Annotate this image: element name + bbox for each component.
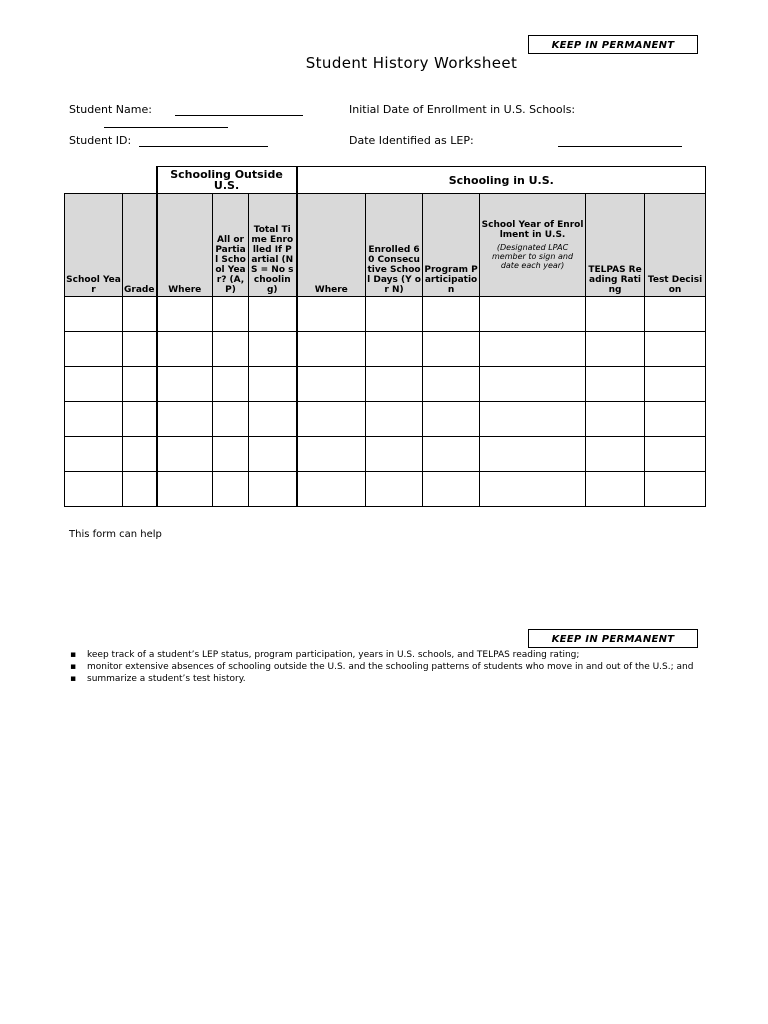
table-cell[interactable] (586, 402, 645, 437)
table-cell[interactable] (123, 402, 157, 437)
table-cell[interactable] (249, 472, 297, 507)
col-header-total-time: Total Time Enrolled If Partial (NS = No schooling) (249, 194, 297, 297)
col-header-school-year-enrollment: School Year of Enrollment in U.S. (Designated LPAC member to sign and date each year) (480, 194, 586, 297)
student-id-label: Student ID: (69, 134, 132, 147)
table-cell[interactable] (65, 437, 123, 472)
student-name-label: Student Name: (69, 103, 152, 116)
table-cell[interactable] (645, 367, 706, 402)
table-cell[interactable] (423, 332, 480, 367)
group-header-outside-us: Schooling Outside U.S. (157, 167, 297, 194)
table-cell[interactable] (123, 297, 157, 332)
keep-in-permanent-label: KEEP IN PERMANENT (528, 35, 698, 54)
col-header-where-us: Where (297, 194, 366, 297)
table-cell[interactable] (645, 472, 706, 507)
table-row (65, 297, 706, 332)
table-cell[interactable] (213, 437, 249, 472)
col-header-grade: Grade (123, 194, 157, 297)
page-title: Student History Worksheet (305, 54, 518, 72)
initial-enrollment-date-label: Initial Date of Enrollment in U.S. Schools: (349, 103, 576, 116)
bullet-item: ▪ keep track of a student’s LEP status, program participation, years in U.S. schools, and TELPAS reading rating; (70, 650, 580, 660)
table-cell[interactable] (366, 332, 423, 367)
table-cell[interactable] (249, 367, 297, 402)
table-cell[interactable] (249, 402, 297, 437)
table-cell[interactable] (297, 367, 366, 402)
table-cell[interactable] (157, 297, 213, 332)
table-cell[interactable] (157, 437, 213, 472)
help-intro-text: This form can help (69, 529, 162, 540)
table-cell[interactable] (157, 472, 213, 507)
table-cell[interactable] (645, 297, 706, 332)
table-cell[interactable] (123, 437, 157, 472)
table-cell[interactable] (586, 367, 645, 402)
help-bullet-list (69, 649, 699, 685)
table-row (65, 402, 706, 437)
table-cell[interactable] (297, 297, 366, 332)
table-cell[interactable] (65, 367, 123, 402)
table-cell[interactable] (157, 332, 213, 367)
student-name-line[interactable] (175, 115, 303, 116)
table-cell[interactable] (65, 332, 123, 367)
table-cell[interactable] (297, 437, 366, 472)
bullet-item: ▪ summarize a student’s test history. (70, 674, 246, 684)
table-cell[interactable] (213, 472, 249, 507)
col-header-enrolled-60-days: Enrolled 60 Consecutive School Days (Y or N) (366, 194, 423, 297)
table-cell[interactable] (65, 297, 123, 332)
table-cell[interactable] (123, 472, 157, 507)
student-id-line[interactable] (139, 146, 268, 147)
table-row (65, 437, 706, 472)
table-cell[interactable] (586, 297, 645, 332)
table-cell[interactable] (423, 472, 480, 507)
table-cell[interactable] (297, 332, 366, 367)
table-cell[interactable] (157, 402, 213, 437)
table-cell[interactable] (423, 367, 480, 402)
col-header-program-participation: Program Participation (423, 194, 480, 297)
table-cell[interactable] (423, 402, 480, 437)
table-cell[interactable] (213, 332, 249, 367)
table-cell[interactable] (423, 437, 480, 472)
table-cell[interactable] (366, 472, 423, 507)
table-row (65, 332, 706, 367)
student-name-line-2[interactable] (104, 127, 228, 128)
col-header-test-decision: Test Decision (645, 194, 706, 297)
table-cell[interactable] (65, 472, 123, 507)
table-cell[interactable] (123, 332, 157, 367)
col-header-telpas-rating: TELPAS Reading Rating (586, 194, 645, 297)
table-cell[interactable] (480, 437, 586, 472)
date-identified-lep-line[interactable] (558, 146, 682, 147)
table-cell[interactable] (366, 402, 423, 437)
table-cell[interactable] (480, 402, 586, 437)
table-cell[interactable] (366, 367, 423, 402)
table-cell[interactable] (213, 402, 249, 437)
table-cell[interactable] (249, 332, 297, 367)
table-cell[interactable] (366, 297, 423, 332)
table-cell[interactable] (645, 402, 706, 437)
table-cell[interactable] (65, 402, 123, 437)
student-history-table (64, 166, 706, 507)
col-header-school-year: School Year (65, 194, 123, 297)
table-cell[interactable] (645, 437, 706, 472)
table-cell[interactable] (480, 367, 586, 402)
bullet-item: ▪ monitor extensive absences of schooling outside the U.S. and the schooling patterns of students who move in and out of the U.S.; and (70, 662, 694, 672)
table-cell[interactable] (586, 332, 645, 367)
table-cell[interactable] (157, 367, 213, 402)
table-cell[interactable] (249, 297, 297, 332)
table-cell[interactable] (213, 367, 249, 402)
table-cell[interactable] (423, 297, 480, 332)
table-cell[interactable] (297, 402, 366, 437)
col-header-where-outside: Where (157, 194, 213, 297)
table-row (65, 367, 706, 402)
bullet-icon: ▪ (70, 650, 77, 660)
col-header-all-or-partial: All or Partial School Year? (A,P) (213, 194, 249, 297)
table-cell[interactable] (480, 332, 586, 367)
date-identified-lep-label: Date Identified as LEP: (349, 134, 474, 147)
table-cell[interactable] (366, 437, 423, 472)
table-cell[interactable] (645, 332, 706, 367)
group-header-in-us: Schooling in U.S. (297, 167, 706, 194)
table-cell[interactable] (123, 367, 157, 402)
table-cell[interactable] (480, 297, 586, 332)
bullet-icon: ▪ (70, 674, 77, 684)
lpac-note: (Designated LPAC member to sign and date each year) (492, 243, 574, 270)
table-cell[interactable] (480, 472, 586, 507)
table-cell[interactable] (586, 472, 645, 507)
table-corner-blank (65, 167, 157, 194)
table-cell[interactable] (297, 472, 366, 507)
table-row (65, 472, 706, 507)
table-cell[interactable] (249, 437, 297, 472)
bullet-icon: ▪ (70, 662, 77, 672)
keep-in-permanent-label-2: KEEP IN PERMANENT (528, 629, 698, 648)
table-cell[interactable] (213, 297, 249, 332)
table-cell[interactable] (586, 437, 645, 472)
